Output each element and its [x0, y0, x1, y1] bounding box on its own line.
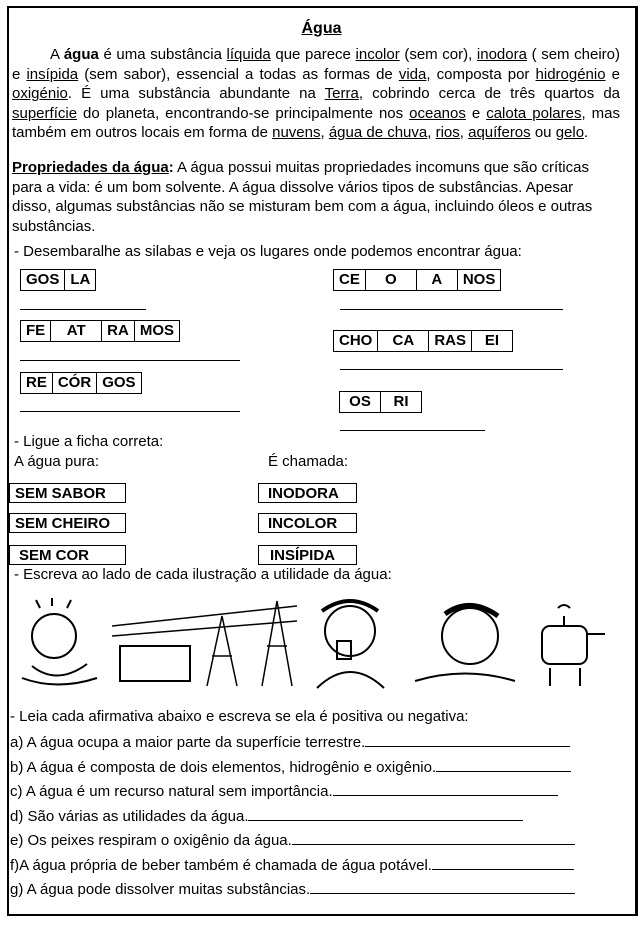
answer-line[interactable] [365, 732, 570, 747]
answer-line[interactable] [340, 369, 563, 370]
syllable-group-1: GOS LA [20, 269, 96, 291]
boy-washing-face-illustration [410, 596, 520, 691]
syllable-group-6: OS RI [339, 391, 422, 413]
statement-text: b) A água é composta de dois elementos, hidrogênio e oxigênio. [10, 758, 437, 776]
unscramble-instruction: - Desembaralhe as silabas e veja os lugares onde podemos encontrar água: [14, 243, 522, 260]
statement-text: g) A água pode dissolver muitas substâncias. [10, 881, 311, 898]
statement-text: e) Os peixes respiram o oxigênio da água. [10, 832, 292, 849]
card-insipida[interactable]: INSÍPIDA [258, 545, 357, 565]
answer-line[interactable] [340, 430, 485, 431]
properties-paragraph: Propriedades da água: A água possui muitas propriedades incomuns que são críticas para a vida: é um bom solvente. A água dissolve vários tipos de substâncias. Apesar disso, algumas substâncias não se misturam bem com a água, incluindo óleos e outras substâncias. [12, 159, 593, 235]
power-plant-illustration [112, 596, 297, 691]
answer-line[interactable] [310, 879, 575, 894]
card-incolor[interactable]: INCOLOR [258, 513, 357, 533]
statement-item [10, 879, 575, 898]
answer-line[interactable] [20, 309, 146, 310]
statement-item [10, 732, 570, 751]
syllable-group-5: CHO CA RAS EI [333, 330, 513, 352]
card-sem-cor[interactable]: SEM COR [9, 545, 126, 565]
answer-line[interactable] [20, 411, 240, 412]
child-washing-illustration [12, 596, 102, 691]
answer-line[interactable] [248, 806, 523, 821]
answer-line[interactable] [20, 360, 240, 361]
statement-text: f)A água própria de beber também é chamada de água potável. [10, 856, 432, 874]
answer-line[interactable] [340, 309, 563, 310]
statement-item [10, 806, 523, 825]
left-column-header: A água pura: [14, 453, 100, 470]
match-instruction: - Ligue a ficha correta: [14, 433, 164, 450]
statement-text: d) São várias as utilidades da água. [10, 807, 249, 825]
answer-line[interactable] [432, 855, 574, 870]
answer-line[interactable] [333, 781, 558, 796]
page-title: Água [301, 20, 342, 37]
syllable-group-3: RE CÓR GOS [20, 372, 142, 394]
pressure-cooker-illustration [530, 596, 610, 691]
statement-item [10, 855, 574, 874]
boy-drinking-illustration [302, 596, 397, 691]
uses-instruction: - Escreva ao lado de cada ilustração a utilidade da água: [14, 566, 392, 583]
card-sem-cheiro[interactable]: SEM CHEIRO [9, 513, 126, 533]
statement-item [10, 781, 558, 800]
statement-text: a) A água ocupa a maior parte da superfície terrestre. [10, 734, 366, 751]
card-sem-sabor[interactable]: SEM SABOR [9, 483, 126, 503]
intro-paragraph: A água é uma substância líquida que parece incolor (sem cor), inodora ( sem cheiro) e insípida (sem sabor), essencial a todas as formas de vida, composta por hidrogénio e oxigénio. É uma substância abundante na Terra, cobrindo cerca de três quartos da superfície do planeta, encontrando-se principalmente nos oceanos e calota polares, mas também em outros locais em forma de nuvens, água de chuva, rios, aquíferos ou gelo. [12, 46, 621, 141]
answer-line[interactable] [436, 757, 571, 772]
statement-item [10, 757, 571, 776]
card-inodora[interactable]: INODORA [258, 483, 357, 503]
right-column-header: É chamada: [268, 453, 349, 470]
answer-line[interactable] [292, 830, 575, 845]
statements-instruction: - Leia cada afirmativa abaixo e escreva se ela é positiva ou negativa: [10, 708, 469, 725]
syllable-group-2: FE AT RA MOS [20, 320, 180, 342]
statement-text: c) A água é um recurso natural sem importância. [10, 783, 333, 800]
statement-item [10, 830, 575, 849]
syllable-group-4: CE O A NOS [333, 269, 501, 291]
